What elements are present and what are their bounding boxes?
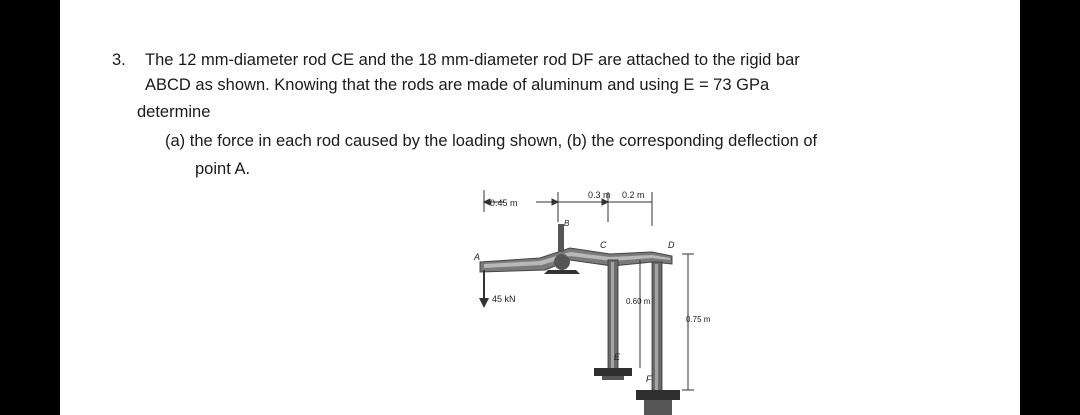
load-label: 45 kN <box>492 294 516 304</box>
point-c-label: C <box>600 240 607 250</box>
problem-question-a-b: (a) the force in each rod caused by the loading shown, (b) the corresponding deflection of <box>165 132 818 150</box>
load-arrow-45kn <box>479 270 489 308</box>
point-a-label: A <box>474 252 481 262</box>
point-d-label: D <box>668 240 675 250</box>
rod-ce <box>594 260 632 380</box>
rigid-bar-diagram <box>440 182 740 415</box>
length-df-label: 0.75 m <box>686 315 711 324</box>
problem-statement-line-1: The 12 mm-diameter rod CE and the 18 mm-diameter rod DF are attached to the rigid bar <box>145 51 800 69</box>
problem-page <box>60 0 1020 415</box>
rigid-bar-figure <box>440 182 740 415</box>
rigid-bar-abcd <box>480 248 672 272</box>
dimension-ab-label: 0.45 m <box>490 198 518 208</box>
point-b-label: B <box>564 219 570 228</box>
point-e-label: E <box>614 352 621 362</box>
dimension-bc-label: 0.3 m <box>588 190 611 200</box>
problem-number: 3. <box>112 51 126 69</box>
dimension-cd-label: 0.2 m <box>622 190 645 200</box>
length-ce-label: 0.60 m <box>626 297 651 306</box>
rod-df <box>636 262 680 415</box>
problem-question-continuation: point A. <box>195 160 251 178</box>
problem-statement-line-3: determine <box>137 103 211 121</box>
problem-statement-line-2: ABCD as shown. Knowing that the rods are made of aluminum and using E = 73 GPa <box>145 76 770 94</box>
point-f-label: F <box>646 374 652 384</box>
